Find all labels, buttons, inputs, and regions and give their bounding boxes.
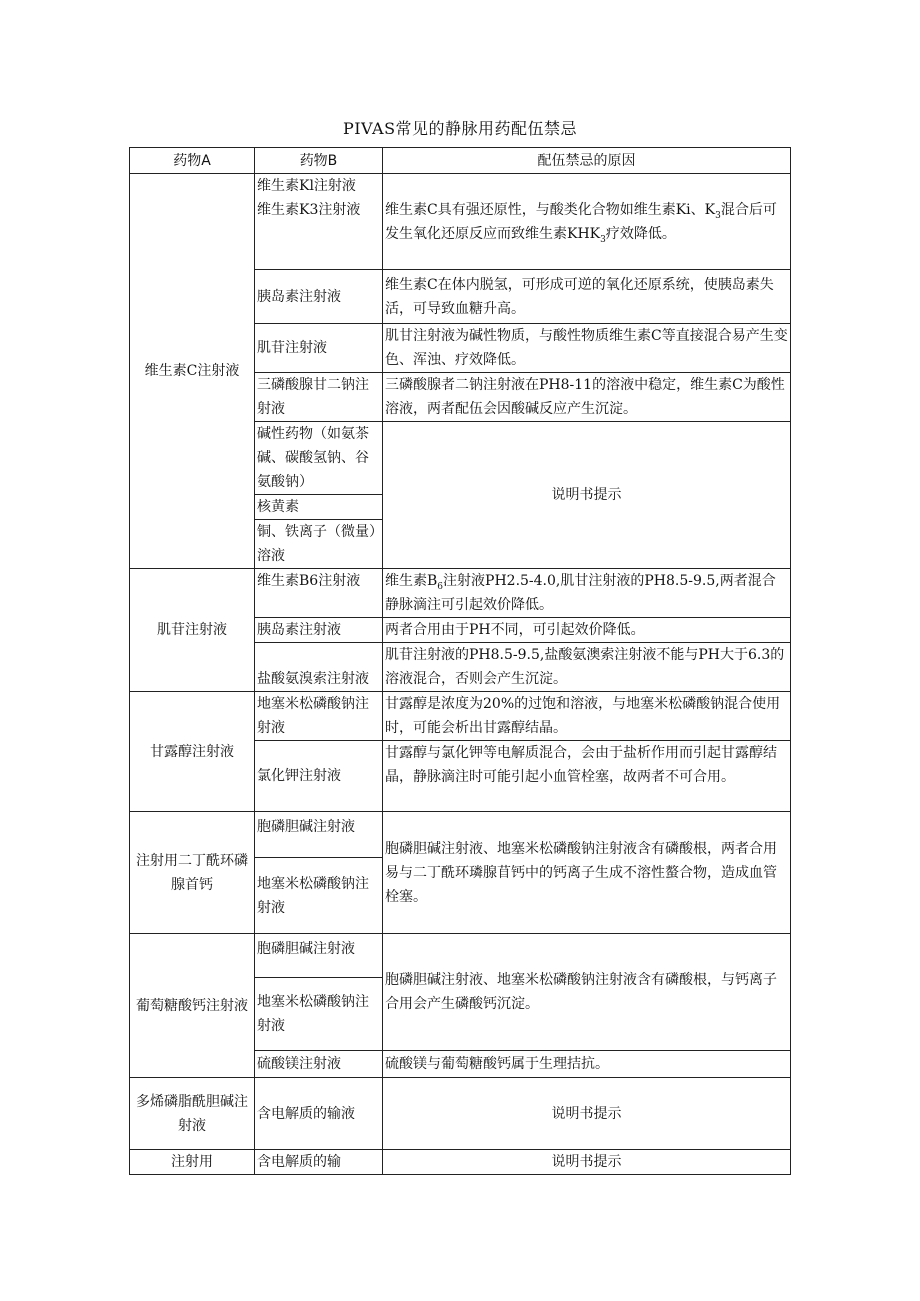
reason-cell: 维生素$B_6$注射液PH2.5-4.0,肌甘注射液的PH8.5-9.5,两者混合静脉滴注可引起效价降低。 [383, 569, 791, 618]
incompatibility-table [129, 147, 791, 1175]
table-row [130, 692, 791, 741]
drug-b-cell: 核黄素 [255, 495, 383, 520]
reason-cell: 肌苷注射液的PH8.5-9.5,盐酸氨澳索注射液不能与PH大于6.3的溶液混合，否则会产生沉淀。 [383, 643, 791, 692]
table-row [130, 812, 791, 858]
drug-b-line: 维生素K3注射液 [257, 202, 361, 218]
table-row [130, 569, 791, 618]
header-drug-b: 药物B [255, 148, 383, 174]
table-row [130, 934, 791, 978]
table-row [130, 1078, 791, 1150]
drug-b-cell: 三磷酸腺甘二钠注射液 [255, 373, 383, 422]
reason-cell: 肌甘注射液为碱性物质，与酸性物质维生素C等直接混合易产生变色、浑浊、疗效降低。 [383, 324, 791, 373]
drug-a-cell: 肌苷注射液 [130, 569, 255, 692]
drug-b-cell: 含电解质的输液 [255, 1078, 383, 1150]
table-row [130, 1150, 791, 1175]
table-header-row [130, 148, 791, 174]
drug-a-cell: 注射用 [130, 1150, 255, 1175]
drug-b-cell: 肌苷注射液 [255, 324, 383, 373]
drug-a-cell: 注射用二丁酰环磷腺首钙 [130, 812, 255, 934]
header-drug-a: 药物A [130, 148, 255, 174]
reason-cell: 维生素C具有强还原性，与酸类化合物如维生素Ki、$K_3$混合后可发生氧化还原反应而致维生素$KHK_3$疗效降低。 [383, 174, 791, 270]
drug-b-cell: 胰岛素注射液 [255, 618, 383, 643]
drug-b-cell: 铜、铁离子（微量）溶液 [255, 520, 383, 569]
reason-cell: 胞磷胆碱注射液、地塞米松磷酸钠注射液含有磷酸根，与钙离子合用会产生磷酸钙沉淀。 [383, 934, 791, 1051]
reason-cell: 三磷酸腺者二钠注射液在PH8-11的溶液中稳定，维生素C为酸性溶液，两者配伍会因酸碱反应产生沉淀。 [383, 373, 791, 422]
reason-cell: 胞磷胆碱注射液、地塞米松磷酸钠注射液含有磷酸根，两者合用易与二丁酰环璘腺苜钙中的钙离子生成不溶性螯合物，造成血管栓塞。 [383, 812, 791, 934]
drug-a-cell: 维生素C注射液 [130, 174, 255, 569]
reason-cell: 甘露醇与氯化钾等电解质混合，会由于盐析作用而引起甘露醇结晶，静脉滴注时可能引起小血管栓塞，故两者不可合用。 [383, 741, 791, 812]
drug-a-cell: 甘露醇注射液 [130, 692, 255, 812]
drug-b-cell: 硫酸镁注射液 [255, 1051, 383, 1078]
reason-cell: 两者合用由于PH不同，可引起效价降低。 [383, 618, 791, 643]
table-row [130, 174, 791, 270]
reason-cell: 甘露醇是浓度为20%的过饱和溶液，与地塞米松磷酸钠混合使用时，可能会析出甘露醇结晶。 [383, 692, 791, 741]
page-title: PIVAS常见的静脉用药配伍禁忌 [342, 119, 578, 138]
drug-a-cell: 葡萄糖酸钙注射液 [130, 934, 255, 1078]
drug-b-cell: 胞磷胆碱注射液 [255, 934, 383, 978]
drug-a-cell: 多烯磷脂酰胆碱注射液 [130, 1078, 255, 1150]
reason-cell: 说明书提示 [383, 1150, 791, 1175]
drug-b-cell: 维生素B6注射液 [255, 569, 383, 618]
reason-cell: 说明书提示 [383, 422, 791, 569]
drug-b-cell: 地塞米松磷酸钠注射液 [255, 978, 383, 1051]
reason-cell: 说明书提示 [383, 1078, 791, 1150]
reason-cell: 维生素C在体内脱氢，可形成可逆的氧化还原系统，使胰岛素失活，可导致血糖升高。 [383, 270, 791, 324]
drug-b-cell: 盐酸氨溴索注射液 [255, 643, 383, 692]
drug-b-cell: 碱性药物（如氨茶碱、碳酸氢钠、谷氨酸钠） [255, 422, 383, 495]
drug-b-cell: 胰岛素注射液 [255, 270, 383, 324]
drug-b-cell: 含电解质的输 [255, 1150, 383, 1175]
header-reason: 配伍禁忌的原因 [383, 148, 791, 174]
drug-b-cell: 氯化钾注射液 [255, 741, 383, 812]
reason-cell: 硫酸镁与葡萄糖酸钙属于生理拮抗。 [383, 1051, 791, 1078]
drug-b-cell: 胞磷胆碱注射液 [255, 812, 383, 858]
drug-b-cell: 地塞米松磷酸钠注射液 [255, 692, 383, 741]
drug-b-line: 维生素Kl注射液 [257, 178, 356, 194]
drug-b-cell: 地塞米松磷酸钠注射液 [255, 858, 383, 934]
drug-b-cell [255, 174, 383, 270]
